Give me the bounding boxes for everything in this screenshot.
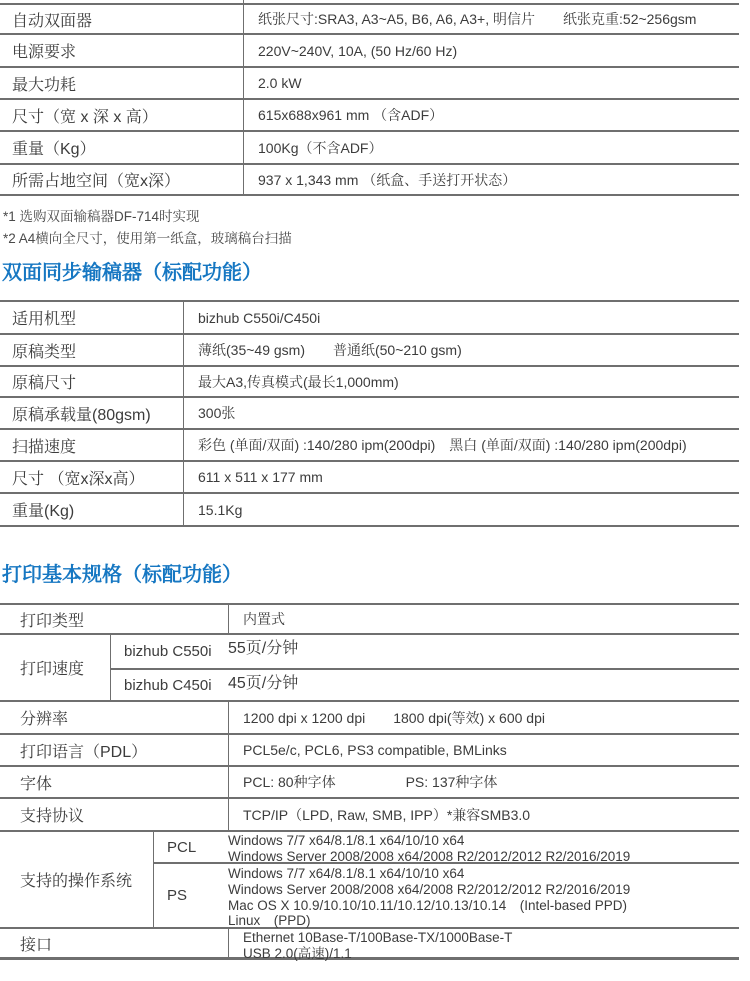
row-value: 15.1Kg	[183, 494, 739, 525]
table-row	[0, 66, 739, 98]
section-heading-print: 打印基本规格（标配功能）	[2, 564, 242, 586]
table-row	[0, 797, 739, 830]
table-row	[0, 396, 739, 428]
os-subrow-pcl	[153, 832, 739, 862]
print-spec-table	[0, 603, 739, 960]
row-value: 2.0 kW	[243, 68, 739, 98]
row-value	[228, 929, 739, 961]
row-label: 打印类型	[20, 612, 85, 630]
row-value: 937 x 1,343 mm （纸盒、手送打开状态）	[243, 165, 739, 194]
row-label: 自动双面器	[12, 12, 93, 30]
row-value: 220V~240V, 10A, (50 Hz/60 Hz)	[243, 35, 739, 66]
table-row	[0, 3, 739, 33]
table-row	[0, 765, 739, 797]
table-crop-stub	[0, 0, 739, 3]
row-value: 彩色 (单面/双面) :140/280 ipm(200dpi) 黑白 (单面/双面) :140/280 ipm(200dpi)	[183, 430, 739, 460]
row-label: 尺寸 （宽x深x高）	[12, 470, 145, 488]
row-label: 原稿类型	[12, 343, 77, 361]
table-row	[0, 603, 739, 633]
interface-line: Ethernet 10Base-T/100Base-TX/1000Base-T	[243, 930, 513, 945]
row-value: 300张	[183, 398, 739, 428]
row-value: 内置式	[228, 605, 739, 633]
row-value	[228, 864, 630, 927]
print-speed-row	[0, 633, 739, 700]
table-row	[0, 163, 739, 194]
table-row	[0, 700, 739, 733]
row-value: 100Kg（不含ADF）	[243, 132, 739, 163]
footnote-2: *2 A4横向全尺寸，使用第一纸盒，玻璃稿台扫描	[3, 231, 292, 246]
row-value: PCL: 80种字体 PS: 137种字体	[228, 767, 739, 797]
table-row	[0, 365, 739, 396]
row-value: 611 x 511 x 177 mm	[183, 462, 739, 492]
section-heading-feeder: 双面同步输稿器（标配功能）	[2, 262, 262, 284]
interface-line: USB 2.0(高速)/1.1	[243, 945, 352, 961]
os-line: Windows 7/7 x64/8.1/8.1 x64/10/10 x64	[228, 833, 465, 848]
row-label: 字体	[20, 775, 53, 793]
row-value: 最大A3,传真模式(最长1,000mm)	[183, 367, 739, 396]
driver-label: PCL	[153, 832, 228, 862]
row-label: 最大功耗	[12, 76, 77, 94]
supported-os-row	[0, 830, 739, 927]
speed-subrow-c550i	[110, 635, 739, 668]
table-row	[0, 333, 739, 365]
row-label: 重量（Kg）	[12, 141, 96, 158]
feeder-spec-table	[0, 300, 739, 527]
interface-row	[0, 927, 739, 961]
model-label: bizhub C450i	[110, 670, 228, 700]
row-label: 所需占地空间（宽x深）	[12, 173, 181, 190]
row-label: 支持的操作系统	[20, 873, 133, 890]
row-label: 打印语言（PDL）	[20, 743, 148, 761]
os-line: Windows 7/7 x64/8.1/8.1 x64/10/10 x64	[228, 866, 465, 881]
row-label: 原稿承载量(80gsm)	[12, 406, 151, 424]
model-label: bizhub C550i	[110, 635, 228, 668]
row-value: 55页/分钟	[228, 640, 299, 657]
os-line: Mac OS X 10.9/10.10/10.11/10.12/10.13/10.14 (Intel-based PPD)	[228, 897, 628, 913]
row-label: 接口	[20, 936, 53, 954]
table-row	[0, 733, 739, 765]
table-row	[0, 130, 739, 163]
row-value: PCL5e/c, PCL6, PS3 compatible, BMLinks	[228, 735, 739, 765]
row-value: 45页/分钟	[228, 675, 299, 692]
row-value: 615x688x961 mm （含ADF）	[243, 100, 739, 130]
table-row	[0, 428, 739, 460]
driver-label: PS	[153, 864, 228, 927]
row-label: 尺寸（宽 x 深 x 高）	[12, 108, 158, 126]
os-line: Linux (PPD)	[228, 913, 311, 929]
footnote-1: *1 选购双面输稿器DF-714时实现	[3, 209, 200, 224]
row-label: 支持协议	[20, 808, 85, 825]
os-line: Windows Server 2008/2008 x64/2008 R2/2012/2012 R2/2016/2019	[228, 881, 631, 897]
row-label: 原稿尺寸	[12, 375, 77, 392]
row-value: 薄纸(35~49 gsm) 普通纸(50~210 gsm)	[183, 335, 739, 365]
row-label: 重量(Kg)	[12, 503, 75, 520]
os-subrow-ps	[153, 862, 739, 927]
speed-subrow-c450i	[110, 668, 739, 700]
table-row	[0, 33, 739, 66]
row-label: 扫描速度	[12, 438, 77, 456]
row-label: 电源要求	[12, 44, 77, 61]
row-label: 打印速度	[20, 661, 85, 678]
table-row	[0, 492, 739, 525]
row-value	[228, 832, 630, 862]
row-value: TCP/IP（LPD, Raw, SMB, IPP）*兼容SMB3.0	[228, 799, 739, 830]
row-label: 分辨率	[20, 711, 69, 728]
row-value: 1200 dpi x 1200 dpi 1800 dpi(等效) x 600 dpi	[228, 702, 739, 733]
row-label: 适用机型	[12, 311, 77, 328]
row-value: 纸张尺寸:SRA3, A3~A5, B6, A6, A3+, 明信片 纸张克重:52~256gsm	[243, 5, 739, 33]
table-row	[0, 460, 739, 492]
table-row	[0, 300, 739, 333]
row-value: bizhub C550i/C450i	[183, 302, 739, 333]
table-row	[0, 98, 739, 130]
os-line: Windows Server 2008/2008 x64/2008 R2/2012/2012 R2/2016/2019	[228, 848, 631, 864]
general-spec-table	[0, 0, 739, 196]
